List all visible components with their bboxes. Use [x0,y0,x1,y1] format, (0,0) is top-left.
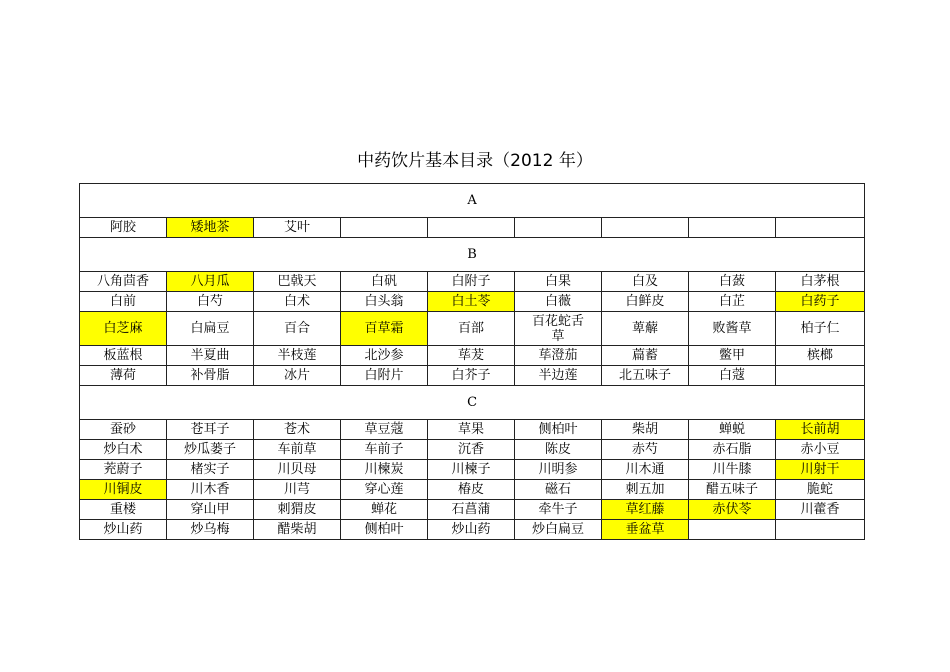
herb-cell: 白果 [515,272,602,292]
herb-cell: 阿胶 [80,218,167,238]
table-row [80,366,865,386]
herb-cell: 侧柏叶 [515,420,602,440]
herb-cell: 炒山药 [428,520,515,540]
herb-cell: 白术 [254,292,341,312]
herb-cell-highlighted: 川铜皮 [80,480,167,500]
herb-cell: 白薇 [515,292,602,312]
table-row [80,272,865,292]
herb-cell: 白芍 [167,292,254,312]
herb-cell: 炒乌梅 [167,520,254,540]
herb-cell-highlighted: 赤伏苓 [689,500,776,520]
herb-cell: 白蔻 [689,366,776,386]
herb-cell: 百花蛇舌草 [515,312,602,346]
herb-cell: 薄荷 [80,366,167,386]
herb-cell-highlighted: 八月瓜 [167,272,254,292]
herb-cell: 侧柏叶 [341,520,428,540]
herb-cell-highlighted: 白芝麻 [80,312,167,346]
herb-cell: 炒白术 [80,440,167,460]
herb-cell-highlighted: 草红藤 [602,500,689,520]
herb-cell-highlighted: 白药子 [776,292,865,312]
herb-cell: 川明参 [515,460,602,480]
herb-cell: 白头翁 [341,292,428,312]
herb-cell: 川芎 [254,480,341,500]
herb-catalog-table [79,183,865,540]
herb-cell-highlighted: 川射干 [776,460,865,480]
herb-cell: 川藿香 [776,500,865,520]
herb-cell: 草豆蔻 [341,420,428,440]
herb-cell: 白及 [602,272,689,292]
herb-cell: 车前子 [341,440,428,460]
herb-cell: 荜澄茄 [515,346,602,366]
herb-cell: 草果 [428,420,515,440]
herb-cell-highlighted: 垂盆草 [602,520,689,540]
herb-cell: 蝉花 [341,500,428,520]
herb-cell: 蝉蜕 [689,420,776,440]
table-row [80,440,865,460]
herb-cell-highlighted: 百草霜 [341,312,428,346]
herb-cell: 楮实子 [167,460,254,480]
herb-cell: 柏子仁 [776,312,865,346]
herb-cell: 白鲜皮 [602,292,689,312]
herb-cell-highlighted: 长前胡 [776,420,865,440]
herb-cell: 刺猬皮 [254,500,341,520]
herb-cell [341,218,428,238]
herb-cell: 槟榔 [776,346,865,366]
herb-cell: 八角茴香 [80,272,167,292]
herb-cell: 赤芍 [602,440,689,460]
herb-cell: 半枝莲 [254,346,341,366]
section-header-row [80,386,865,420]
herb-cell [776,366,865,386]
table-row [80,460,865,480]
herb-cell: 车前草 [254,440,341,460]
page-title: 中药饮片基本目录（2012 年） [357,151,593,171]
herb-cell: 蚕砂 [80,420,167,440]
herb-cell: 荜茇 [428,346,515,366]
herb-cell: 北五味子 [602,366,689,386]
herb-cell: 萆薢 [602,312,689,346]
herb-cell: 脆蛇 [776,480,865,500]
herb-cell: 石菖蒲 [428,500,515,520]
table-row [80,312,865,346]
section-letter: A [80,184,865,218]
herb-cell: 川木通 [602,460,689,480]
herb-cell: 半夏曲 [167,346,254,366]
herb-cell: 百部 [428,312,515,346]
herb-cell: 白前 [80,292,167,312]
herb-cell: 醋柴胡 [254,520,341,540]
table-row [80,480,865,500]
table-row [80,292,865,312]
herb-cell: 川楝子 [428,460,515,480]
herb-cell: 川牛膝 [689,460,776,480]
herb-cell: 醋五味子 [689,480,776,500]
herb-cell: 苍术 [254,420,341,440]
table-row [80,346,865,366]
herb-cell: 苍耳子 [167,420,254,440]
herb-cell: 鳖甲 [689,346,776,366]
table-row [80,420,865,440]
herb-cell [776,218,865,238]
herb-cell: 白附片 [341,366,428,386]
herb-cell: 板蓝根 [80,346,167,366]
herb-cell: 刺五加 [602,480,689,500]
herb-cell [689,520,776,540]
herb-cell: 萹蓄 [602,346,689,366]
herb-cell: 磁石 [515,480,602,500]
herb-cell: 白附子 [428,272,515,292]
herb-cell [776,520,865,540]
section-header-row [80,184,865,218]
herb-cell: 沉香 [428,440,515,460]
herb-cell: 赤小豆 [776,440,865,460]
herb-cell: 川楝炭 [341,460,428,480]
herb-cell: 穿山甲 [167,500,254,520]
herb-cell-highlighted: 白土苓 [428,292,515,312]
herb-cell: 白蔹 [689,272,776,292]
herb-cell-highlighted: 矮地茶 [167,218,254,238]
herb-cell: 柴胡 [602,420,689,440]
section-letter: C [80,386,865,420]
herb-cell: 艾叶 [254,218,341,238]
herb-cell: 炒白扁豆 [515,520,602,540]
herb-cell: 白芥子 [428,366,515,386]
table-row [80,218,865,238]
herb-cell: 炒瓜蒌子 [167,440,254,460]
herb-cell: 牵牛子 [515,500,602,520]
herb-cell: 重楼 [80,500,167,520]
table-row [80,520,865,540]
herb-cell: 陈皮 [515,440,602,460]
herb-cell [689,218,776,238]
herb-cell: 白扁豆 [167,312,254,346]
herb-cell: 冰片 [254,366,341,386]
herb-cell: 白矾 [341,272,428,292]
herb-cell: 茺蔚子 [80,460,167,480]
herb-cell: 补骨脂 [167,366,254,386]
herb-cell: 巴戟天 [254,272,341,292]
herb-cell: 百合 [254,312,341,346]
herb-cell: 炒山药 [80,520,167,540]
herb-cell: 穿心莲 [341,480,428,500]
herb-cell [515,218,602,238]
herb-cell: 椿皮 [428,480,515,500]
herb-cell [602,218,689,238]
section-letter: B [80,238,865,272]
table-row [80,500,865,520]
herb-cell [428,218,515,238]
herb-cell: 北沙参 [341,346,428,366]
herb-cell: 白芷 [689,292,776,312]
herb-cell: 败酱草 [689,312,776,346]
herb-cell: 川木香 [167,480,254,500]
herb-cell: 白茅根 [776,272,865,292]
herb-cell: 半边莲 [515,366,602,386]
herb-cell: 川贝母 [254,460,341,480]
section-header-row [80,238,865,272]
herb-cell: 赤石脂 [689,440,776,460]
